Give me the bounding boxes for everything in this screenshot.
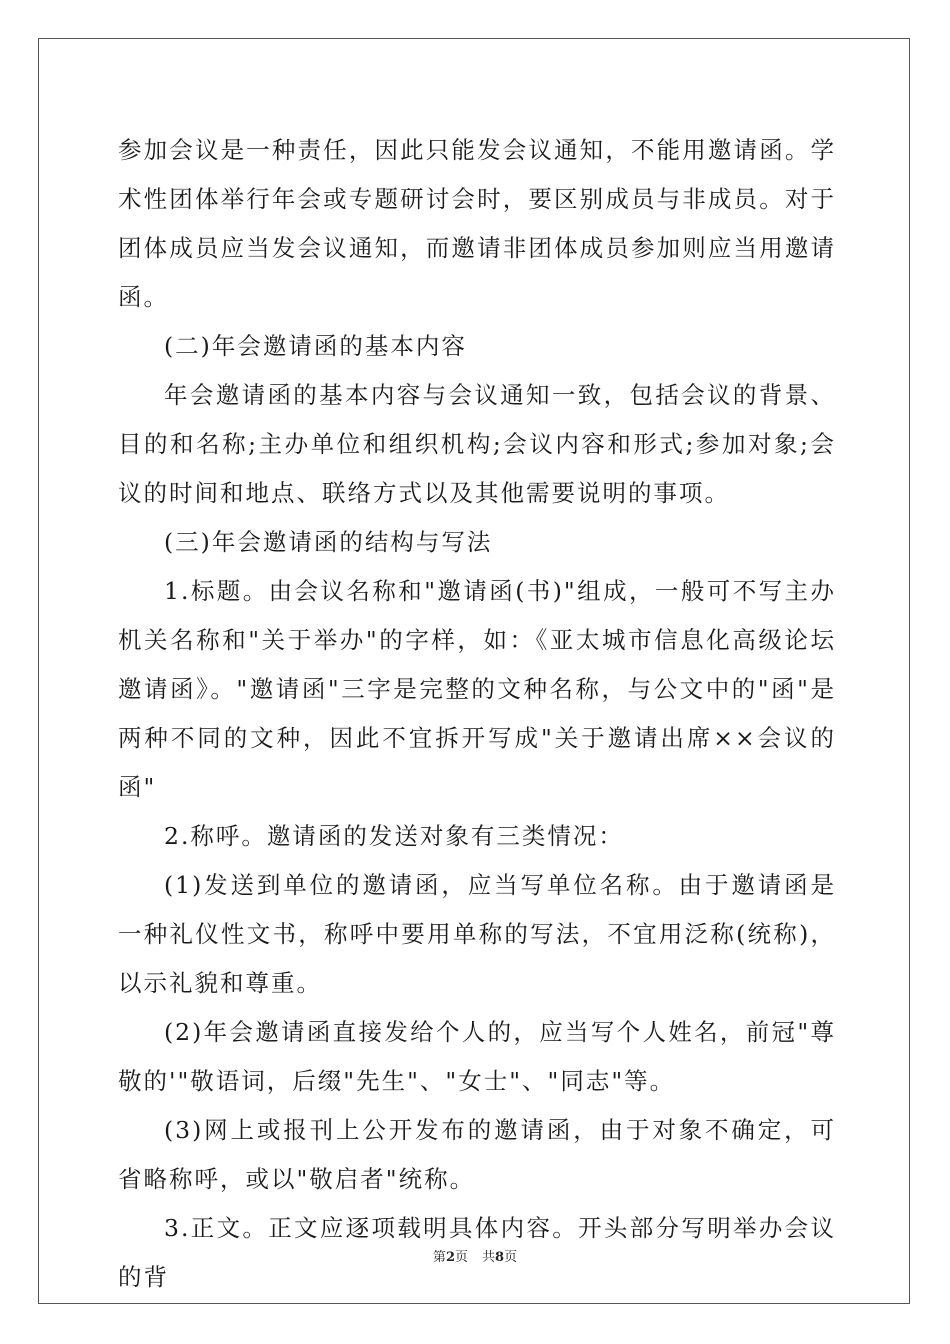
paragraph-3: 年会邀请函的基本内容与会议通知一致，包括会议的背景、目的和名称;主办单位和组织机构;会议内容和形式;参加对象;会议的时间和地点、联络方式以及其他需要说明的事项。 [118, 381, 836, 507]
page-suffix: 页 [454, 1250, 468, 1265]
paragraph-title-rule: 1.标题。由会议名称和"邀请函(书)"组成，一般可不写主办机关名称和"关于举办"的字样，如：《亚太城市信息化高级论坛邀请函》。"邀请函"三字是完整的文种名称，与公文中的"函"是两种不同的文种，因此不宜拆开写成"关于邀请出席××会议的函" [118, 577, 836, 801]
total-pages: 8 [495, 1250, 505, 1265]
paragraph-case-3: (3)网上或报刊上公开发布的邀请函，由于对象不确定，可省略称呼，或以"敬启者"统称。 [118, 1116, 836, 1193]
paragraph-body-rule: 3.正文。正文应逐项载明具体内容。开头部分写明举办会议的背 [118, 1214, 836, 1291]
section-heading-3: (三)年会邀请函的结构与写法 [164, 528, 493, 556]
section-heading-2: (二)年会邀请函的基本内容 [164, 332, 467, 360]
document-body [118, 126, 836, 1302]
paragraph-salutation-rule: 2.称呼。邀请函的发送对象有三类情况： [164, 822, 624, 850]
paragraph-case-2: (2)年会邀请函直接发给个人的，应当写个人姓名，前冠"尊敬的'"敬语词，后缀"先生"、"女士"、"同志"等。 [118, 1018, 836, 1095]
total-prefix: 共 [482, 1250, 496, 1265]
total-suffix: 页 [504, 1250, 518, 1265]
paragraph-1: 参加会议是一种责任，因此只能发会议通知，不能用邀请函。学术性团体举行年会或专题研讨会时，要区别成员与非成员。对于团体成员应当发会议通知，而邀请非团体成员参加则应当用邀请函。 [118, 136, 836, 311]
paragraph-case-1: (1)发送到单位的邀请函，应当写单位名称。由于邀请函是一种礼仪性文书，称呼中要用单称的写法，不宜用泛称(统称)，以示礼貌和尊重。 [118, 871, 836, 997]
page-number: 2 [445, 1250, 455, 1265]
page-footer [0, 1246, 950, 1265]
page-prefix: 第 [432, 1250, 446, 1265]
